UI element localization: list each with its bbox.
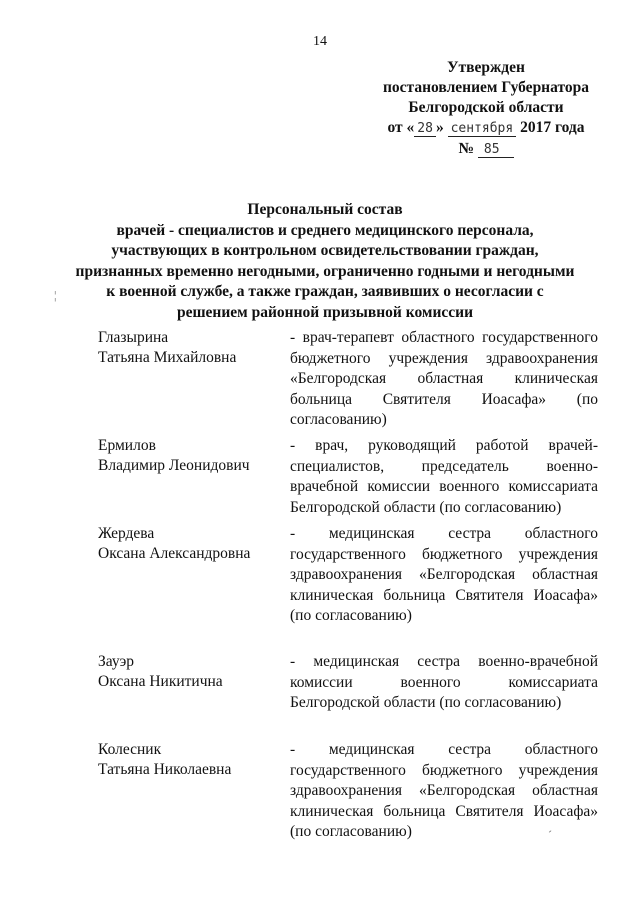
title-heading: Персональный состав [247,201,403,218]
member-given-names: Татьяна Николаевна [98,761,232,778]
date-year: 2017 года [520,119,585,136]
page-number: 14 [313,34,327,49]
member-surname: Колесник [98,741,162,758]
date-day: 28 [414,121,436,137]
scan-mark: ¦ [54,288,57,302]
member-given-names: Оксана Александровна [98,545,251,562]
member-role: - врач, руководящий работой врачей-специалистов, председатель военно-врачебной комиссии военного комиссариата Белгородской области (по согласованию) [290,437,598,516]
approval-line-2: постановлением Губернатора [383,79,589,96]
member-surname: Ермилов [98,437,156,454]
member-given-names: Владимир Леонидович [98,457,250,474]
member-surname: Зауэр [98,653,135,670]
member-given-names: Татьяна Михайловна [98,349,237,366]
number-prefix: № [458,140,475,157]
member-role: - медицинская сестра областного государственного бюджетного учреждения здравоохранения «Белгородская областная клиническая больница Святителя Иоасафа» (по согласованию) [290,525,598,624]
number-value: 85 [478,142,514,158]
member-surname: Глазырина [98,329,169,346]
approval-line-3: Белгородской области [408,99,564,116]
member-given-names: Оксана Никитична [98,673,223,690]
member-role: - медицинская сестра областного государственного бюджетного учреждения здравоохранения «Белгородская областная клиническая больница Святителя Иоасафа» (по согласованию) [290,741,598,840]
member-role: - врач-терапевт областного государственного бюджетного учреждения здравоохранения «Белгородская областная клиническая больница Святителя Иоасафа» (по согласованию) [290,329,598,428]
date-month: сентября [448,121,517,137]
member-role: - медицинская сестра военно-врачебной комиссии военного комиссариата Белгородской области (по согласованию) [290,653,598,711]
approval-line-1: Утвержден [447,59,525,76]
member-surname: Жердева [98,525,155,542]
scan-mark: ˊ [548,828,552,842]
title-subtitle: врачей - специалистов и среднего медицинского персонала, участвующих в контрольном освидетельствовании граждан, признанных временно негодными, ограниченно годными и негодными к военной службе, а также граждан, заявивших о несогласии с решением районной призывной комиссии [75,221,575,321]
date-mid: » [435,119,444,136]
date-prefix: от « [387,119,415,136]
